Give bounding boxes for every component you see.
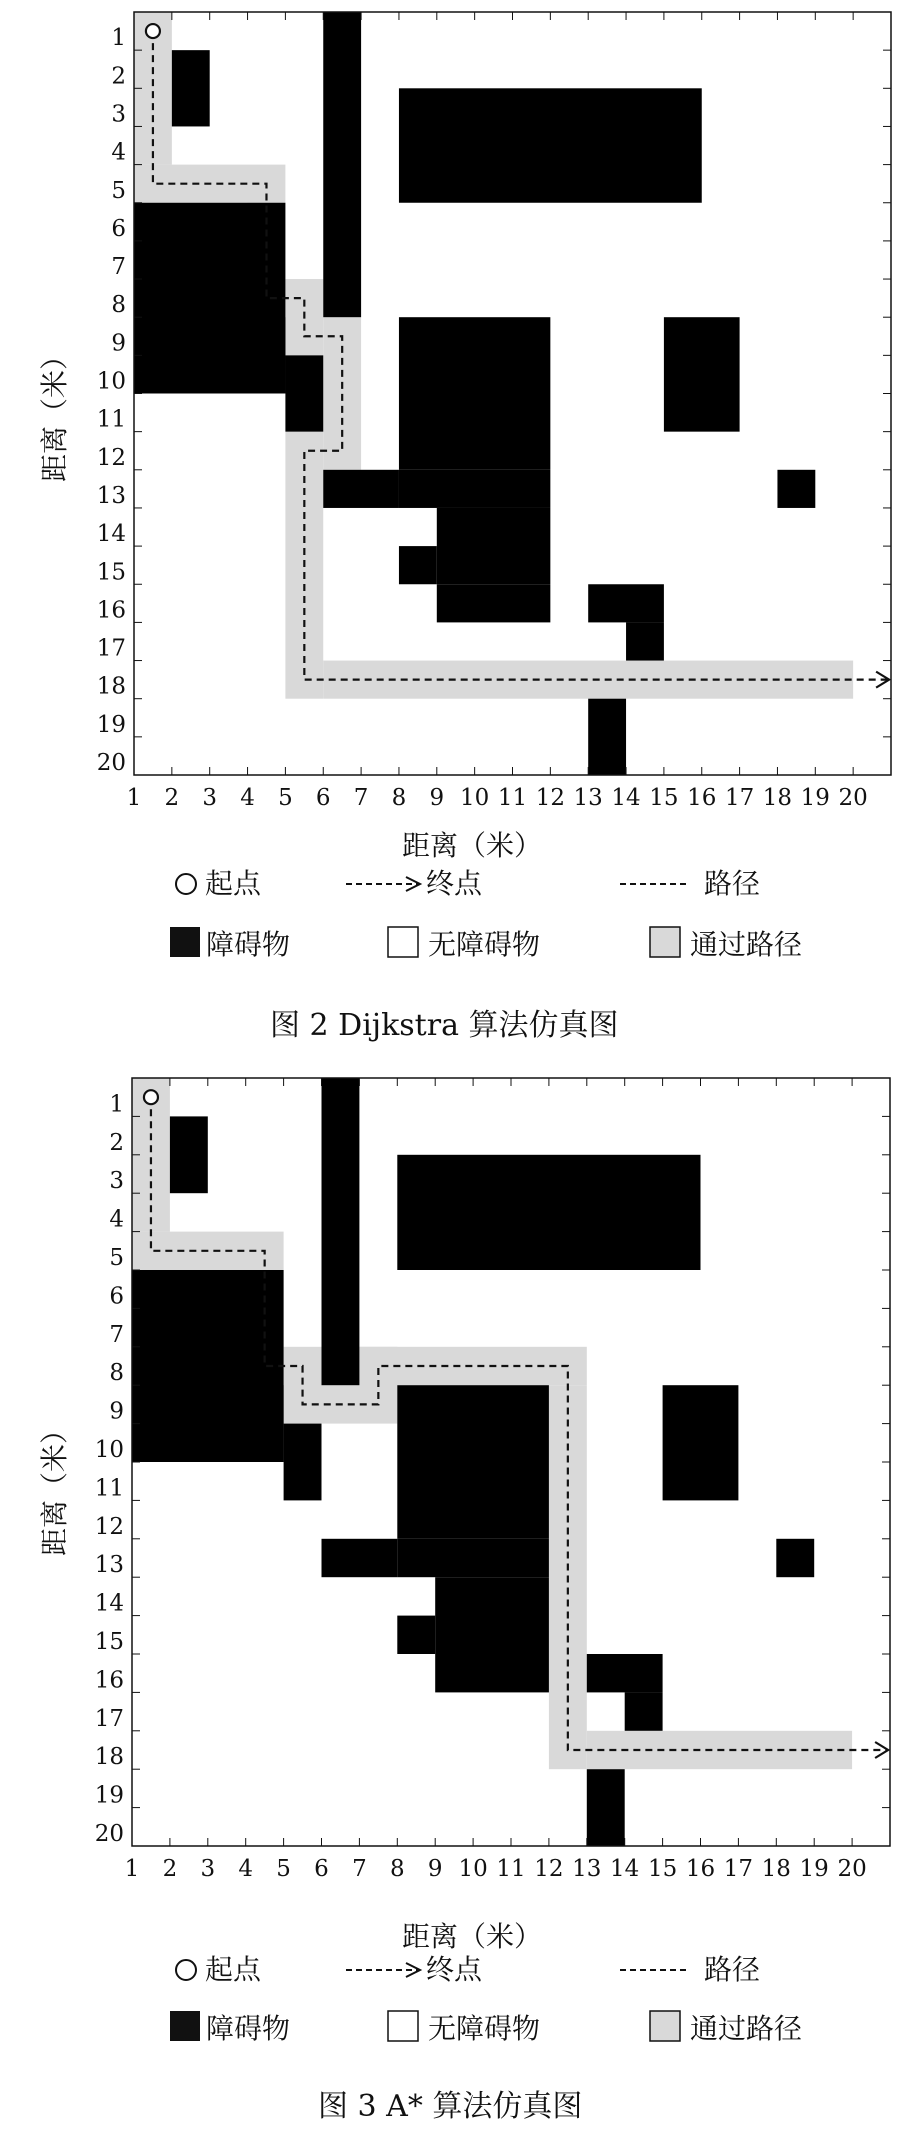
obstacle-cell bbox=[588, 584, 664, 622]
legend-start-label: 起点 bbox=[205, 867, 262, 900]
legend-end-label: 终点 bbox=[426, 1953, 483, 1986]
x-tick-label: 14 bbox=[611, 785, 641, 811]
legend-free-label: 无障碍物 bbox=[428, 928, 541, 961]
a-star-grid-chart bbox=[0, 1066, 916, 2132]
obstacle-cell bbox=[323, 470, 399, 508]
y-tick-label: 18 bbox=[94, 1744, 124, 1771]
x-tick-label: 10 bbox=[460, 785, 490, 811]
x-tick-label: 12 bbox=[534, 1856, 564, 1882]
x-tick-label: 11 bbox=[496, 1856, 526, 1882]
obstacle-cell bbox=[664, 317, 740, 431]
y-tick-label: 2 bbox=[111, 63, 126, 90]
y-tick-label: 10 bbox=[94, 1437, 124, 1463]
x-tick-label: 13 bbox=[572, 1856, 602, 1882]
y-tick-label: 7 bbox=[109, 1321, 124, 1348]
legend bbox=[170, 1953, 802, 2045]
start-marker bbox=[146, 24, 160, 38]
x-tick-label: 14 bbox=[610, 1856, 640, 1882]
x-axis-label: 距离（米） bbox=[401, 1920, 543, 1953]
x-tick-label: 8 bbox=[389, 1856, 405, 1882]
x-tick-label: 1 bbox=[124, 1856, 140, 1882]
legend-free-swatch bbox=[388, 2011, 418, 2041]
legend-obstacle-label: 障碍物 bbox=[206, 2012, 291, 2045]
obstacle-cell bbox=[397, 1155, 700, 1270]
legend-route-label: 路径 bbox=[704, 1953, 761, 1986]
legend-passed-label: 通过路径 bbox=[690, 2012, 803, 2045]
legend-start-icon bbox=[176, 874, 196, 894]
x-axis-label: 距离（米） bbox=[401, 829, 543, 862]
x-tick-label: 16 bbox=[687, 785, 717, 811]
x-tick-label: 15 bbox=[649, 785, 679, 811]
y-tick-label: 10 bbox=[96, 368, 126, 395]
y-tick-label: 15 bbox=[96, 559, 126, 586]
obstacle-cell bbox=[322, 1078, 360, 1385]
legend-obstacle-swatch bbox=[170, 2011, 200, 2041]
legend-obstacle-label: 障碍物 bbox=[206, 928, 291, 961]
y-axis-label: 距离（米） bbox=[38, 1415, 71, 1557]
y-tick-label: 7 bbox=[111, 254, 126, 281]
x-tick-label: 15 bbox=[647, 1856, 678, 1882]
x-tick-label: 20 bbox=[837, 1856, 867, 1882]
start-marker bbox=[144, 1090, 158, 1104]
legend-passed-swatch bbox=[650, 927, 680, 957]
legend-free-swatch bbox=[388, 927, 418, 957]
obstacle-cell bbox=[246, 1385, 284, 1462]
obstacle-cell bbox=[399, 470, 550, 508]
y-tick-label: 13 bbox=[94, 1552, 124, 1579]
y-tick-label: 8 bbox=[111, 292, 126, 319]
y-tick-label: 9 bbox=[111, 330, 126, 357]
x-tick-label: 7 bbox=[353, 785, 369, 811]
x-tick-label: 4 bbox=[240, 785, 255, 811]
obstacle-cell bbox=[322, 1539, 398, 1577]
x-tick-label: 2 bbox=[164, 785, 180, 811]
x-tick-label: 13 bbox=[573, 785, 603, 811]
y-axis-label: 距离（米） bbox=[38, 341, 71, 483]
y-tick-label: 4 bbox=[109, 1206, 124, 1233]
y-tick-label: 16 bbox=[94, 1667, 124, 1694]
x-tick-label: 2 bbox=[162, 1856, 178, 1882]
y-tick-label: 12 bbox=[96, 444, 126, 471]
y-tick-label: 2 bbox=[109, 1129, 124, 1156]
legend bbox=[170, 867, 802, 961]
y-tick-label: 13 bbox=[96, 482, 126, 509]
obstacle-cell bbox=[397, 1385, 549, 1539]
y-tick-label: 5 bbox=[111, 177, 126, 204]
y-tick-label: 20 bbox=[96, 750, 126, 776]
y-tick-label: 11 bbox=[94, 1475, 124, 1502]
obstacle-cell bbox=[588, 699, 626, 775]
x-tick-label: 6 bbox=[314, 1856, 329, 1882]
y-tick-label: 19 bbox=[96, 711, 126, 738]
legend-obstacle-swatch bbox=[170, 927, 200, 957]
obstacle-cell bbox=[285, 355, 323, 431]
legend-free-label: 无障碍物 bbox=[428, 2012, 541, 2045]
y-tick-label: 6 bbox=[109, 1283, 124, 1310]
x-tick-label: 18 bbox=[761, 1856, 791, 1882]
obstacle-cell bbox=[248, 317, 286, 393]
x-tick-label: 7 bbox=[352, 1856, 367, 1882]
y-tick-label: 19 bbox=[94, 1782, 124, 1809]
y-tick-label: 4 bbox=[111, 139, 126, 166]
obstacle-cell bbox=[777, 470, 815, 508]
x-tick-label: 3 bbox=[200, 1856, 216, 1882]
x-tick-label: 5 bbox=[276, 1856, 291, 1882]
x-tick-label: 19 bbox=[800, 785, 830, 811]
x-tick-label: 17 bbox=[723, 1856, 754, 1882]
figure-a-star bbox=[0, 1066, 916, 2132]
x-tick-label: 18 bbox=[762, 785, 793, 811]
obstacle-cell bbox=[284, 1424, 322, 1501]
obstacle-cell bbox=[172, 50, 210, 126]
y-tick-label: 20 bbox=[94, 1821, 124, 1847]
y-tick-label: 17 bbox=[94, 1705, 124, 1732]
y-tick-label: 18 bbox=[96, 673, 126, 700]
obstacle-cell bbox=[170, 1116, 208, 1193]
obstacle-cell bbox=[399, 88, 702, 202]
y-tick-label: 5 bbox=[109, 1245, 124, 1271]
x-tick-label: 19 bbox=[799, 1856, 829, 1882]
legend-start-icon bbox=[176, 1960, 196, 1980]
y-tick-label: 8 bbox=[109, 1360, 124, 1387]
y-tick-label: 6 bbox=[111, 215, 126, 242]
obstacle-cell bbox=[435, 1577, 549, 1654]
y-tick-label: 15 bbox=[94, 1629, 124, 1655]
obstacle-cell bbox=[437, 508, 551, 584]
obstacle-cell bbox=[399, 317, 550, 470]
x-tick-label: 16 bbox=[685, 1856, 716, 1882]
obstacle-cell bbox=[587, 1769, 625, 1846]
legend-passed-label: 通过路径 bbox=[690, 928, 803, 961]
obstacle-cell bbox=[625, 1692, 663, 1730]
figure-caption: 图 2 Dijkstra 算法仿真图 bbox=[270, 1008, 619, 1043]
x-tick-label: 1 bbox=[126, 785, 142, 811]
y-tick-label: 3 bbox=[109, 1168, 124, 1195]
y-tick-label: 9 bbox=[109, 1398, 124, 1425]
y-tick-label: 1 bbox=[109, 1091, 124, 1118]
x-tick-label: 5 bbox=[278, 785, 293, 811]
y-tick-label: 14 bbox=[96, 521, 126, 548]
obstacle-cell bbox=[397, 1616, 435, 1654]
obstacle-cell bbox=[437, 584, 551, 622]
y-tick-label: 17 bbox=[96, 635, 126, 662]
y-tick-label: 12 bbox=[94, 1513, 124, 1540]
obstacle-cell bbox=[399, 546, 437, 584]
y-tick-label: 14 bbox=[94, 1590, 124, 1617]
y-tick-label: 3 bbox=[111, 101, 126, 128]
obstacle-cell bbox=[626, 622, 664, 660]
legend-end-label: 终点 bbox=[426, 867, 483, 900]
x-tick-label: 10 bbox=[458, 1856, 488, 1882]
obstacle-cell bbox=[435, 1654, 549, 1692]
x-tick-label: 6 bbox=[315, 785, 331, 811]
x-tick-label: 4 bbox=[238, 1856, 254, 1882]
legend-start-label: 起点 bbox=[205, 1953, 262, 1986]
obstacle-cell bbox=[776, 1539, 814, 1577]
x-tick-label: 8 bbox=[391, 785, 407, 811]
x-tick-label: 12 bbox=[535, 785, 565, 811]
obstacle-cell bbox=[663, 1385, 739, 1500]
x-tick-label: 17 bbox=[724, 785, 755, 811]
y-tick-label: 1 bbox=[111, 25, 126, 52]
legend-route-label: 路径 bbox=[704, 867, 761, 900]
obstacle-cell bbox=[323, 12, 361, 317]
x-tick-label: 11 bbox=[497, 785, 528, 811]
x-tick-label: 20 bbox=[838, 785, 868, 811]
x-tick-label: 3 bbox=[202, 785, 218, 811]
obstacle-cell bbox=[587, 1654, 663, 1692]
figure-caption: 图 3 A* 算法仿真图 bbox=[318, 2089, 583, 2124]
y-tick-label: 16 bbox=[96, 597, 126, 624]
legend-passed-swatch bbox=[650, 2011, 680, 2041]
y-tick-label: 11 bbox=[96, 406, 126, 433]
x-tick-label: 9 bbox=[427, 1856, 443, 1882]
obstacle-cell bbox=[397, 1539, 549, 1577]
x-tick-label: 9 bbox=[429, 785, 445, 811]
